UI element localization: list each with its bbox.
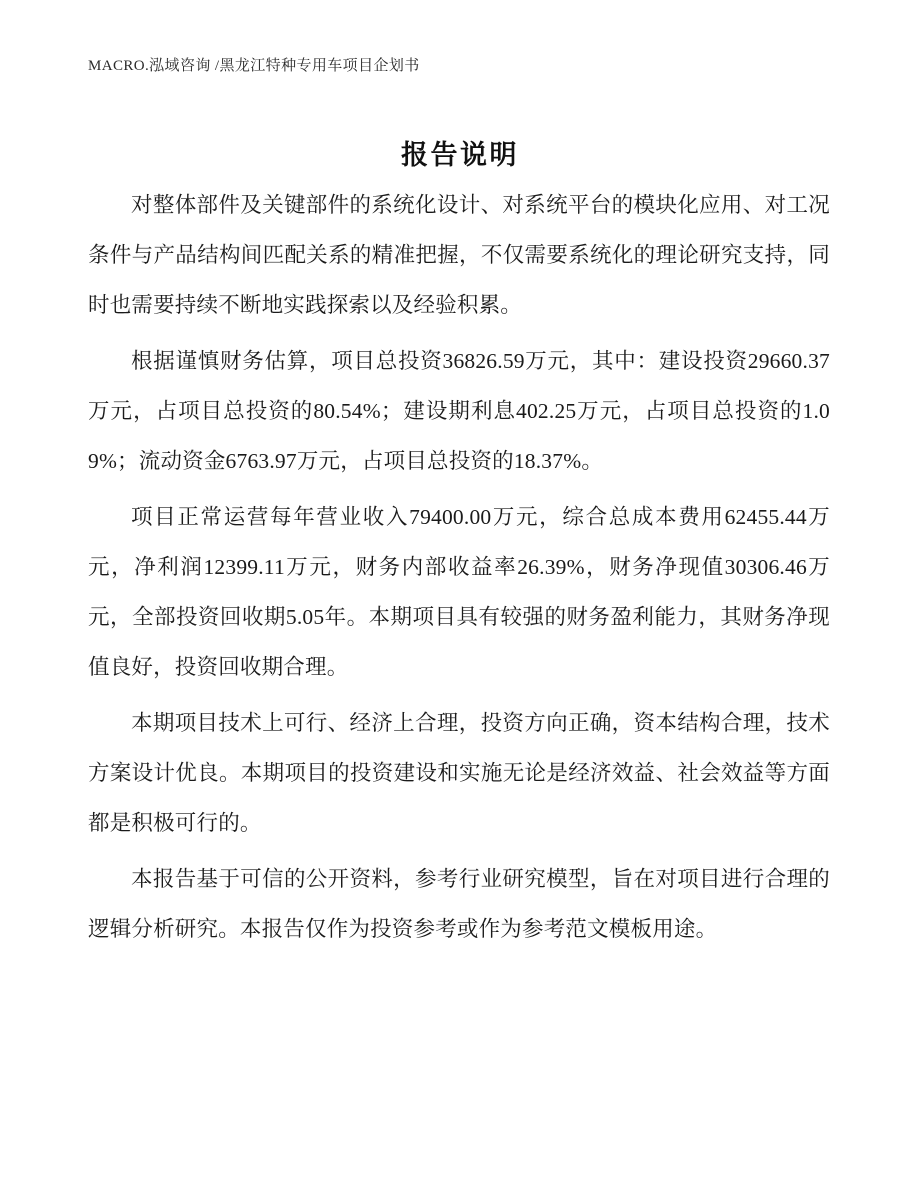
- paragraph-5: 本报告基于可信的公开资料，参考行业研究模型，旨在对项目进行合理的逻辑分析研究。本报告仅作为投资参考或作为参考范文模板用途。: [88, 867, 830, 941]
- paragraph-2: 根据谨慎财务估算，项目总投资36826.59万元，其中：建设投资29660.37万元，占项目总投资的80.54%；建设期利息402.25万元，占项目总投资的1.09%；流动资金6763.97万元，占项目总投资的18.37%。: [88, 349, 830, 473]
- running-header: [88, 56, 832, 76]
- paragraph-1: 对整体部件及关键部件的系统化设计、对系统平台的模块化应用、对工况条件与产品结构间匹配关系的精准把握，不仅需要系统化的理论研究支持，同时也需要持续不断地实践探索以及经验积累。: [88, 193, 830, 317]
- paragraph-4: 本期项目技术上可行、经济上合理，投资方向正确，资本结构合理，技术方案设计优良。本期项目的投资建设和实施无论是经济效益、社会效益等方面都是积极可行的。: [88, 711, 830, 835]
- document-body: [88, 180, 830, 954]
- paragraph-3: 项目正常运营每年营业收入79400.00万元，综合总成本费用62455.44万元，净利润12399.11万元，财务内部收益率26.39%，财务净现值30306.46万元，全部投资回收期5.05年。本期项目具有较强的财务盈利能力，其财务净现值良好，投资回收期合理。: [88, 505, 830, 679]
- header-text: MACRO.泓域咨询 /黑龙江特种专用车项目企划书: [88, 58, 420, 74]
- page-title: 报告说明: [401, 140, 519, 171]
